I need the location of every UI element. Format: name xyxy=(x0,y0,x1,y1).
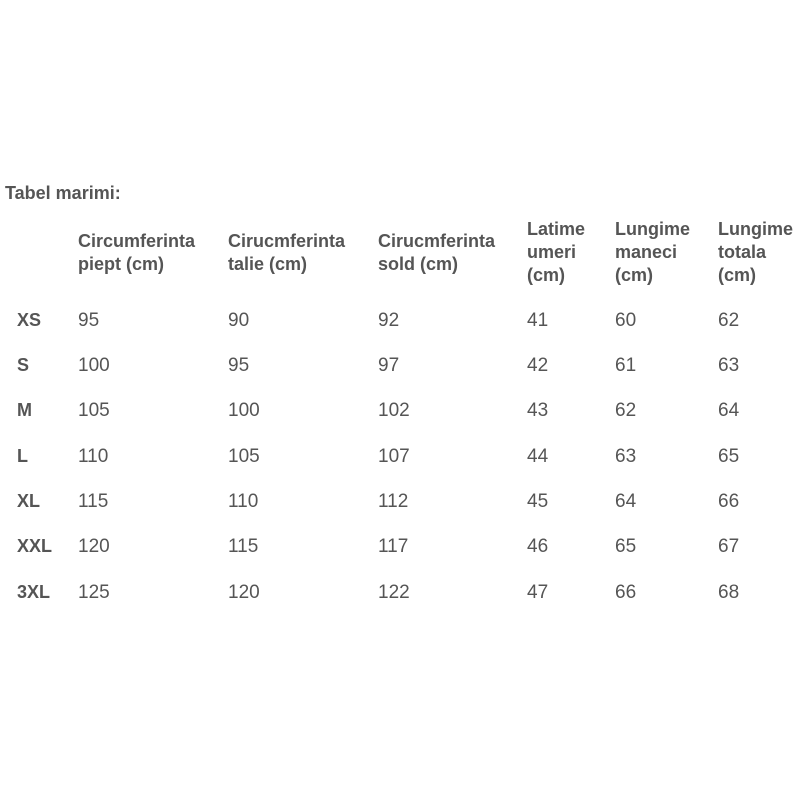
table-cell: 125 xyxy=(78,582,110,603)
table-cell: 122 xyxy=(378,582,410,603)
column-header-shoulder-width-line-2: umeri xyxy=(527,242,577,262)
table-cell: 42 xyxy=(527,355,549,376)
table-cell: 44 xyxy=(527,446,549,467)
table-cell: 102 xyxy=(378,400,410,421)
table-cell: 100 xyxy=(78,355,110,376)
table-cell: 120 xyxy=(228,582,260,603)
table-cell: 63 xyxy=(615,446,637,467)
table-cell: 64 xyxy=(615,491,637,512)
size-label-s: S xyxy=(17,355,30,375)
column-header-chest-line-1: Circumferinta xyxy=(78,231,196,251)
column-header-hip-line-1: Cirucmferinta xyxy=(378,231,496,251)
column-header-waist-line-2: talie (cm) xyxy=(228,254,308,274)
table-cell: 63 xyxy=(718,355,740,376)
size-label-xxl: XXL xyxy=(17,536,53,556)
table-cell: 62 xyxy=(615,400,637,421)
column-header-total-length-line-3: (cm) xyxy=(718,265,757,285)
table-cell: 65 xyxy=(615,536,637,557)
table-cell: 46 xyxy=(527,536,549,557)
size-label-l: L xyxy=(17,446,28,466)
table-cell: 41 xyxy=(527,310,549,331)
table-cell: 110 xyxy=(78,446,109,467)
column-header-shoulder-width xyxy=(527,218,585,287)
table-cell: 107 xyxy=(378,446,410,467)
size-label-xl: XL xyxy=(17,491,41,511)
table-cell: 120 xyxy=(78,536,110,557)
column-header-total-length-line-2: totala xyxy=(718,242,767,262)
page-title: Tabel marimi: xyxy=(5,183,121,203)
table-cell: 112 xyxy=(378,491,409,512)
table-cell: 65 xyxy=(718,446,740,467)
column-header-sleeve-length-line-1: Lungime xyxy=(615,219,690,239)
table-cell: 64 xyxy=(718,400,740,421)
size-label-m: M xyxy=(17,400,32,420)
column-header-total-length xyxy=(718,218,793,287)
column-header-sleeve-length-line-3: (cm) xyxy=(615,265,654,285)
table-cell: 95 xyxy=(78,310,100,331)
table-cell: 60 xyxy=(615,310,637,331)
table-cell: 43 xyxy=(527,400,549,421)
size-label-3xl: 3XL xyxy=(17,582,51,602)
column-header-shoulder-width-line-3: (cm) xyxy=(527,265,566,285)
table-cell: 61 xyxy=(615,355,637,376)
column-header-waist xyxy=(228,230,345,276)
table-cell: 115 xyxy=(228,536,259,557)
table-cell: 110 xyxy=(228,491,259,512)
column-header-chest-line-2: piept (cm) xyxy=(78,254,165,274)
table-cell: 92 xyxy=(378,310,400,331)
table-cell: 117 xyxy=(378,536,409,557)
table-cell: 105 xyxy=(78,400,110,421)
table-cell: 100 xyxy=(228,400,260,421)
table-cell: 66 xyxy=(615,582,637,603)
table-cell: 97 xyxy=(378,355,400,376)
table-cell: 45 xyxy=(527,491,549,512)
column-header-chest xyxy=(78,230,195,276)
table-cell: 47 xyxy=(527,582,549,603)
table-cell: 66 xyxy=(718,491,740,512)
column-header-shoulder-width-line-1: Latime xyxy=(527,219,586,239)
column-header-sleeve-length xyxy=(615,218,690,287)
column-header-total-length-line-1: Lungime xyxy=(718,219,793,239)
column-header-hip-line-2: sold (cm) xyxy=(378,254,459,274)
table-cell: 62 xyxy=(718,310,740,331)
column-header-hip xyxy=(378,230,495,276)
table-cell: 90 xyxy=(228,310,250,331)
column-header-sleeve-length-line-2: maneci xyxy=(615,242,678,262)
table-cell: 67 xyxy=(718,536,740,557)
size-label-xs: XS xyxy=(17,310,42,330)
table-cell: 68 xyxy=(718,582,740,603)
column-header-waist-line-1: Cirucmferinta xyxy=(228,231,346,251)
table-cell: 115 xyxy=(78,491,109,512)
table-cell: 105 xyxy=(228,446,260,467)
table-cell: 95 xyxy=(228,355,250,376)
